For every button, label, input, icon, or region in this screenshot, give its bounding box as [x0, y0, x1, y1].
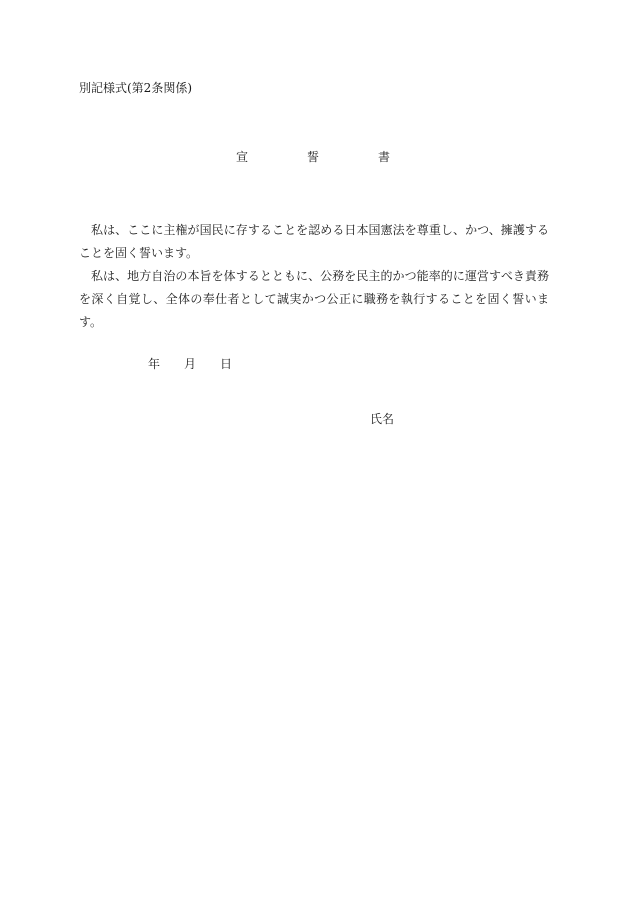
- date-line: [0, 356, 630, 372]
- signature-name-label: 氏名: [370, 412, 395, 426]
- form-style-label: 別記様式(第2条関係): [79, 81, 192, 95]
- date-month-label: 月: [184, 357, 197, 371]
- date-year-label: 年: [148, 357, 161, 371]
- title-char-sei: 誓: [307, 150, 320, 164]
- title-char-sen: 宣: [236, 150, 249, 164]
- oath-paragraph-constitution: 私は、ここに主権が国民に存することを認める日本国憲法を尊重し、かつ、擁護することを固く誓います。: [79, 223, 549, 260]
- oath-paragraph-duties: 私は、地方自治の本旨を体するとともに、公務を民主的かつ能率的に運営すべき責務を深く自覚し、全体の奉仕者として誠実かつ公正に職務を執行することを固く誓います。: [79, 269, 549, 329]
- document-title: [0, 149, 630, 165]
- date-day-label: 日: [220, 357, 233, 371]
- oath-body: [79, 219, 549, 334]
- title-char-sho: 書: [378, 150, 391, 164]
